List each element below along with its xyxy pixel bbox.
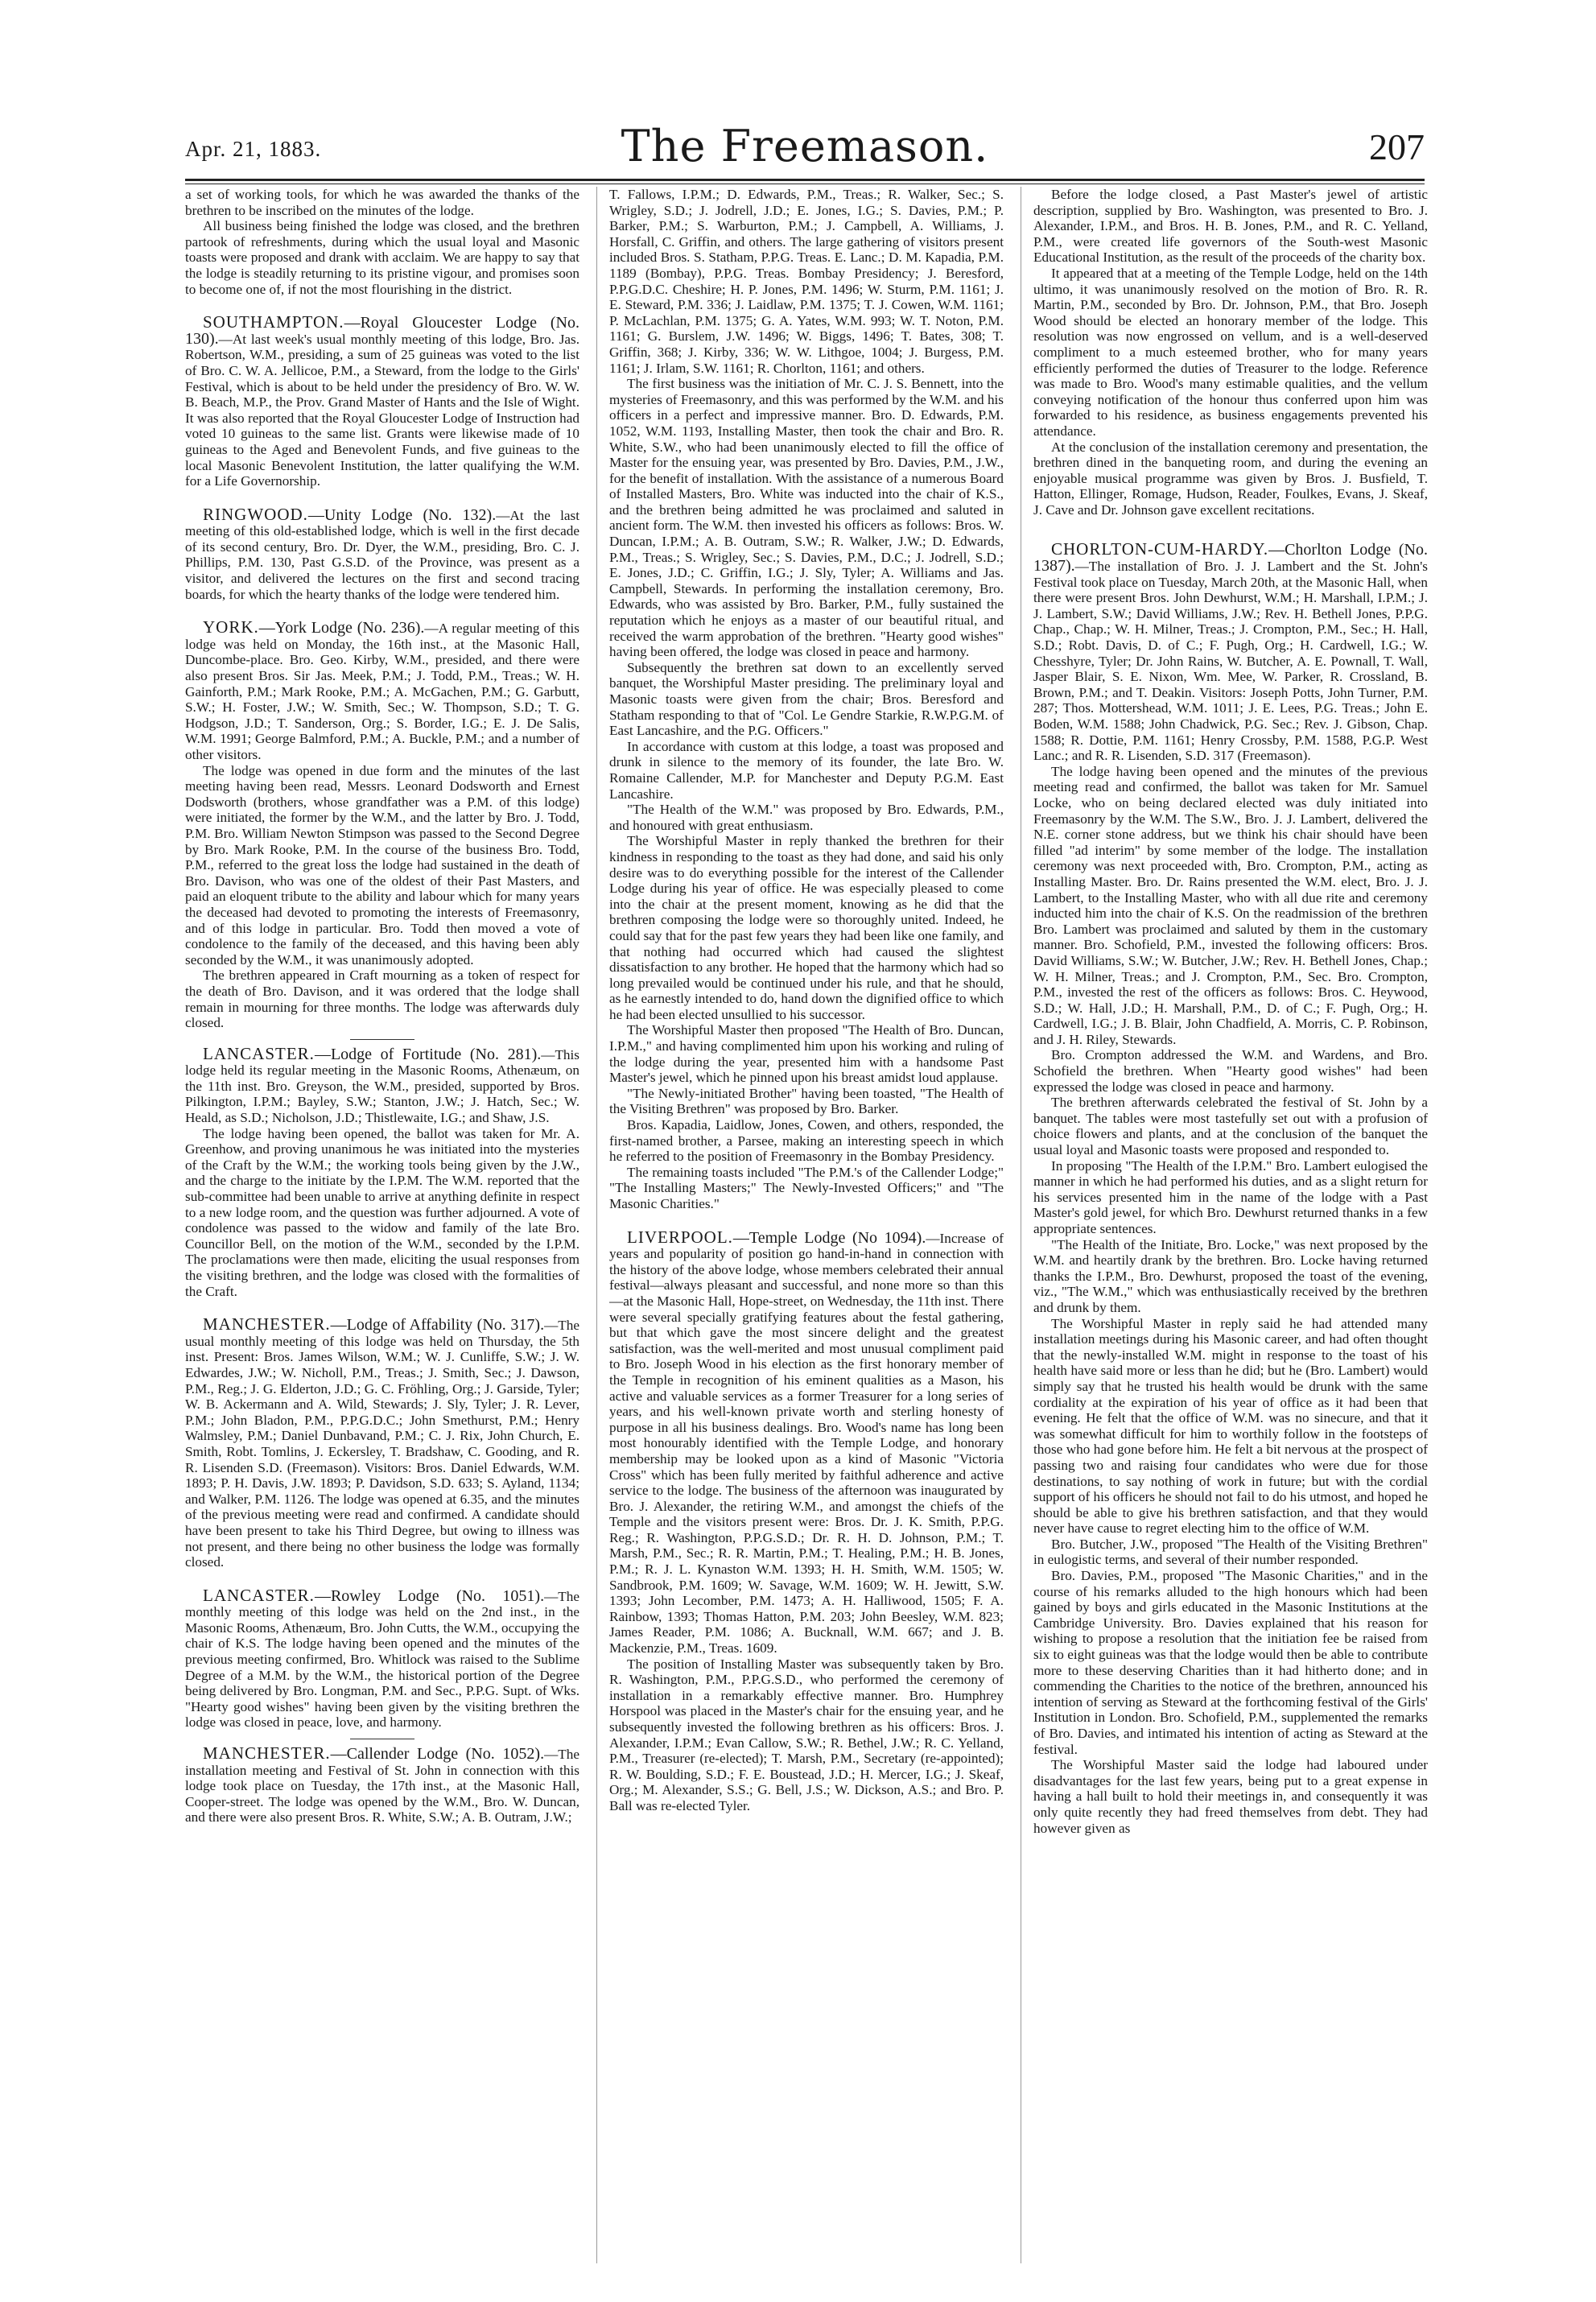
paragraph: The brethren afterwards celebrated the festival of St. John by a banquet. The tables were most tastefully set out with a profusion of choice flowers and plants, and at the conclusion of the banquet the usual loyal and Masonic toasts were proposed and responded to. <box>1033 1095 1428 1158</box>
report-heading: YORK. <box>203 617 259 637</box>
report-manchester <box>185 1314 579 1570</box>
report-lodge: —York Lodge (No. 236). <box>258 619 425 637</box>
report-text: —A regular meeting of this lodge was held on Monday, the 16th inst., at the Masonic Hall, Duncombe-place. Bro. Geo. Kirby, W.M., presided, and there were also present Bros. Sir Jas. Meek, P.M.; J. Todd, P.M., Treas.; W. H. Gainforth, P.M.; Mark Rooke, P.M.; A. McGachen, P.M.; G. Garbutt, S.W.; H. Foster, J.W.; W. Smith, Sec.; W. Thompson, S.D.; T. G. Hodgson, J.D.; T. Sanderson, Org.; S. Border, I.G.; E. J. De Salis, W.M. 1991; George Balmford, P.M.; A. Buckle, P.M.; and a number of other visitors. <box>185 621 579 762</box>
paragraph: Bro. Butcher, J.W., proposed "The Health of the Visiting Brethren" in eulogistic terms, and several of their number responded. <box>1033 1536 1428 1568</box>
report-text: —The usual monthly meeting of this lodge was held on Thursday, the 5th inst. Present: Bros. James Wilson, W.M.; W. J. Cunliffe, S.W.; J. W. Edwardes, J.W.; W. Nicholl, P.M., Treas.; J. Smith, Sec.; J. Dawson, P.M., Reg.; J. G. Elderton, J.D.; G. C. Fröhling, Org.; J. Garside, Tyler; W. B. Ackermann and A. Wild, Stewards; J. Sly, Tyler; J. R. Lever, P.M.; John Bladon, P.M., P.P.G.D.C.; John Smethurst, P.M.; Henry Walmsley, P.M.; Daniel Dunbavand, P.M.; C. J. Rix, John Church, E. Smith, Robt. Tomlins, J. Eckersley, T. Bradshaw, C. Gooding, and R. R. Lisenden S.D. (Freemason). Visitors: Bros. Daniel Edwards, W.M. 1893; P. H. Davis, J.W. 1893; P. Davidson, S.D. 633; S. Ayland, 1134; and Walker, P.M. 1126. The lodge was opened at 6.35, and the minutes of the previous meeting were read and confirmed. A candidate should have been present to take his Third Degree, but owing to illness was not present, and there being no other business the lodge was formally closed. <box>185 1318 579 1570</box>
report-southampton <box>185 312 579 489</box>
paragraph: The remaining toasts included "The P.M.'s of the Callender Lodge;" "The Installing Masters;" The Newly-Invested Officers;" and "The Masonic Charities." <box>609 1164 1004 1211</box>
report-lancaster-rowley <box>185 1585 579 1731</box>
report-text: —At last week's usual monthly meeting of this lodge, Bro. Jas. Robertson, W.M., presiding, a sum of 25 guineas was voted to the list of Bro. C. W. A. Jellicoe, P.M., a Steward, from the lodge to the Girls' Festival, which is about to be held under the presidency of Bro. W. W. B. Beach, M.P., the Prov. Grand Master of Hants and the Isle of Wight. It was also reported that the Royal Gloucester Lodge of Instruction had voted 10 guineas to the same list. Grants were likewise made of 10 guineas to the Aged and Benevolent Funds, and five guineas to the local Masonic Benevolent Institution, the latter qualifying the W.M. for a Life Governorship. <box>185 331 579 489</box>
paragraph: Subsequently the brethren sat down to an excellently served banquet, the Worshipful Master presiding. The preliminary loyal and Masonic toasts were given from the chair; Bros. Beresford and Statham responding to that of "Col. Le Gendre Starkie, R.W.P.G.M. of East Lancashire, and the P.G. Officers." <box>609 659 1004 739</box>
column-1 <box>185 187 579 2263</box>
paragraph: In accordance with custom at this lodge, a toast was proposed and drunk in silence to the memory of its founder, the late Bro. W. Romaine Callender, M.P. for Manchester and Deputy P.G.M. East Lancashire. <box>609 738 1004 802</box>
report-lodge: —Lodge of Fortitude (No. 281). <box>314 1045 542 1063</box>
report-text: —The installation of Bro. J. J. Lambert and the St. John's Festival took place on Tuesday, March 20th, at the Masonic Hall, when there were present Bros. John Dewhurst, W.M.; H. Marshall, I.P.M.; J. J. Lambert, S.W.; David Williams, J.W.; Rev. H. Bethell Jones, P.P.G. Chap., Chap.; W. H. Milner, Treas.; J. Crompton, P.M., Sec.; H. Hall, S.D.; Robt. Davis, D. of C.; F. Pugh, Org.; H. Cardwell, I.G.; W. Chesshyre, Tyler; Dr. John Rains, W. Butcher, A. E. Pownall, T. Wall, Jasper Blair, S. E. Nixon, Wm. Mee, W. Parker, R. Crossland, B. Brown, P.M.; and T. Deakin. Visitors: Joseph Potts, John Turner, P.M. 287; Thos. Mottershead, W.M. 1011; J. E. Lees, P.G. Treas.; John E. Boden, W.M. 1588; John Chadwick, P.G. Sec.; Rev. J. Gibson, Chap. 1588; R. Dottie, P.M. 1161; Henry Crossby, P.M. 1588, P.G.P. West Lanc.; and R. R. Lisenden, S.D. 317 (Freemason). <box>1033 559 1428 764</box>
section-divider <box>350 1039 414 1040</box>
header-rule <box>185 179 1425 181</box>
paragraph: "The Newly-initiated Brother" having been toasted, "The Health of the Visiting Brethren" was proposed by Bro. Barker. <box>609 1085 1004 1117</box>
paragraph: Bro. Davies, P.M., proposed "The Masonic Charities," and in the course of his remarks alluded to the high honours which had been gained by boys and girls educated in the Masonic Institutions at the Cambridge University. Bro. Davies explained that his reason for wishing to propose a resolution that the initiation fee be raised from six to eight guineas was that the lodge would then be able to contribute more to these deserving Charities than it had hitherto done; and in commending the Charities to the notice of the brethren, announced his intention of serving as Steward at the forthcoming festival of the Girls' Institution in London. Bro. Schofield, P.M., supplemented the remarks of Bro. Davies, and intimated his intention of acting as Steward at the festival. <box>1033 1568 1428 1757</box>
report-york <box>185 617 579 762</box>
report-text: —This lodge held its regular meeting in the Masonic Rooms, Athenæum, on the 11th inst. Bro. Greyson, the W.M., presided, supported by Bros. Pilkington, I.P.M.; Bayley, S.W.; Stanton, J.W.; J. Hatch, Sec.; W. Heald, as S.D.; Nicholson, J.D.; Thistlewaite, I.G.; and Shaw, J.S. <box>185 1046 579 1126</box>
report-ringwood <box>185 504 579 603</box>
paragraph: The Worshipful Master then proposed "The Health of Bro. Duncan, I.P.M.," and having complimented him upon his working and ruling of the lodge during the year, presented him with a handsome Past Master's jewel, which he pinned upon his breast amidst loud applause. <box>609 1022 1004 1086</box>
report-chorlton <box>1033 539 1428 764</box>
report-lodge: —Unity Lodge (No. 132). <box>307 505 497 524</box>
paragraph: The lodge having been opened and the minutes of the previous meeting read and confirmed, the ballot was taken for Mr. Samuel Locke, who on being declared elected was duly initiated into Freemasonry by the W.M. The S.W., Bro. J. J. Lambert, delivered the N.E. corner stone address, but we think his chair should have been filled "ad interim" by some member of the lodge. The installation ceremony was next proceeded with, Bro. Crompton, P.M., acting as Installing Master. Bro. Dr. Rains presented the W.M. elect, Bro. J. J. Lambert, to the Installing Master, who with all due rite and ceremony inducted him into the chair of K.S. On the readmission of the brethren Bro. Lambert was proclaimed and saluted by them in the customary manner. Bro. Schofield, P.M., invested the following officers: Bros. David Williams, S.W.; W. Butcher, J.W.; Rev. H. Bethell Jones, Chap.; W. H. Milner, Treas.; and J. Crompton, P.M., Sec. Bro. Crompton, P.M., invested the rest of the officers as follows: Bros. C. Heywood, S.D.; W. Hall, J.D.; H. Marshall, P.M., D. of C.; F. Pugh, Org.; H. Cardwell, I.G.; J. B. Blair, John Chadfield, A. Morris, C. P. Robinson, and J. H. Riley, Stewards. <box>1033 763 1428 1047</box>
paragraph: The Worshipful Master in reply said he had attended many installation meetings during his Masonic career, and had often thought that the newly-installed W.M. might in response to the toast of his health have said more or less than he did; but he (Bro. Lambert) would simply say that he trusted his health would be drunk with the same cordiality at the expiration of his year of office as it had been that evening. He felt that the office of W.M. was no sinecure, and that it was somewhat difficult for him to worthily follow in the footsteps of those who had gone before him. He felt a bit nervous at the prospect of passing two and raising four candidates who were due for those destinations, to say nothing of work in future; but with the cordial support of his officers he should not fail to do his utmost, and hoped he should be able to give his brethren satisfaction, and that they would never have cause to regret electing him to the office of W.M. <box>1033 1315 1428 1537</box>
report-text: —The monthly meeting of this lodge was held on the 2nd inst., in the Masonic Rooms, Athenæum, Bro. John Cutts, the W.M., occupying the chair of K.S. The lodge having been opened and the minutes of the previous meeting confirmed, Bro. Whitlock was raised to the Sublime Degree of a M.M. by the W.M., the historical portion of the Degree being delivered by Bro. Longman, P.M. and Sec., P.P.G. Supt. of Wks. "Hearty good wishes" having been given by the visiting brethren the lodge was closed in peace, love, and harmony. <box>185 1588 579 1731</box>
report-heading: CHORLTON-CUM-HARDY. <box>1051 539 1269 559</box>
report-text: —At the last meeting of this old-established lodge, which is well in the first decade of its second century, Bro. Dr. Dyer, the W.M., presiding, Bro. C. J. Phillips, P.M. 130, Past G.S.D. of the Province, was present as a visitor, and delivered the lectures on the first and second tracing boards, for which the hearty thanks of the lodge were tendered him. <box>185 507 579 602</box>
report-lodge: —Rowley Lodge (No. 1051). <box>314 1586 545 1605</box>
paragraph: The position of Installing Master was subsequently taken by Bro. R. Washington, P.M., P.P.G.S.D., who performed the ceremony of installation in a remarkably effective manner. Bro. Humphrey Horspool was placed in the Master's chair for the ensuing year, and he subsequently invested the following brethren as his officers: Bros. J. Alexander, I.P.M.; Evan Callow, S.W.; R. Bethel, J.W.; R. C. Yelland, P.M., Treasurer (re-elected); T. Marsh, P.M., Secretary (re-appointed); R. W. Boulding, S.D.; F. E. Boustead, J.D.; H. Mercer, I.G.; J. Skeaf, Org.; M. Alexander, S.S.; G. Bell, J.S.; W. Dickson, A.S.; and Bro. P. Ball was re-elected Tyler. <box>609 1656 1004 1813</box>
report-heading: RINGWOOD. <box>203 504 308 524</box>
paragraph: All business being finished the lodge was closed, and the brethren partook of refreshments, during which the usual loyal and Masonic toasts were proposed and drank with acclaim. We are happy to say that the lodge is steadily returning to its pristine vigour, and promises soon to become one of, if not the most flourishing in the district. <box>185 218 579 297</box>
report-lodge: —Chorlton Lodge (No. 1387). <box>1033 541 1428 576</box>
newspaper-title: The Freemason. <box>621 121 989 171</box>
paragraph: Bro. Crompton addressed the W.M. and Wardens, and Bro. Schofield the brethren. When "Hearty good wishes" had been expressed the lodge was closed in peace and harmony. <box>1033 1047 1428 1095</box>
report-heading: SOUTHAMPTON. <box>203 312 344 332</box>
report-heading: LANCASTER. <box>203 1043 315 1063</box>
report-liverpool <box>609 1227 1004 1656</box>
report-lodge: —Temple Lodge (No 1094). <box>732 1228 926 1247</box>
report-lodge: —Callender Lodge (No. 1052). <box>330 1745 545 1764</box>
issue-date: Apr. 21, 1883. <box>185 137 322 161</box>
column-separator <box>596 187 597 2263</box>
paragraph: At the conclusion of the installation ceremony and presentation, the brethren dined in the banqueting room, and during the evening an enjoyable musical programme was given by Bros. J. Busfield, T. Hatton, Ellinger, Romage, Hudson, Reader, Foulkes, Evans, J. Skeaf, J. Cave and Dr. Johnson gave excellent recitations. <box>1033 439 1428 518</box>
paragraph: The Worshipful Master said the lodge had laboured under disadvantages for the last few years, being put to a great expense in having a hall built to hold their meetings in, and consequently it was only quite recently they had freed themselves from debt. They had however given as <box>1033 1757 1428 1836</box>
paragraph: Bros. Kapadia, Laidlow, Jones, Cowen, and others, responded, the first-named brother, a Parsee, making an interesting speech in which he referred to the position of Freemasonry in the Bombay Presidency. <box>609 1117 1004 1165</box>
report-lodge: —Lodge of Affability (No. 317). <box>330 1316 545 1335</box>
report-lancaster <box>185 1043 579 1126</box>
paragraph: "The Health of the W.M." was proposed by Bro. Edwards, P.M., and honoured with great enthusiasm. <box>609 802 1004 833</box>
column-3 <box>1033 187 1428 2263</box>
report-text: —Increase of years and popularity of position go hand-in-hand in connection with the history of the above lodge, whose members celebrated their annual festival—always pleasant and successful, and none more so than this—at the Masonic Hall, Hope-street, on Wednesday, the 11th inst. There were several specially gratifying features about the festal gathering, but that which gave the most sincere delight and the greatest satisfaction, was the well-merited and most unusual compliment paid to Bro. Joseph Wood in his election as the first honorary member of the Temple in recognition of his eminent qualities as a Mason, his active and valuable services as a former Treasurer for a long series of years, and his well-known private worth and sterling honesty of purpose in all his business dealings. Bro. Wood's name has long been most honourably identified with the Temple Lodge, and honorary membership may be looked upon as a kind of Masonic "Victoria Cross" which has been fully merited by faithful adherence and active service to the lodge. The business of the afternoon was inaugurated by Bro. J. Alexander, the retiring W.M., and amongst the chiefs of the Temple and the visitors present were: Bros. Dr. J. K. Smith, P.P.G. Reg.; R. Washington, P.P.G.S.D.; Dr. R. H. D. Johnson, P.M.; T. Marsh, P.M., Sec.; R. R. Martin, P.M.; T. Healing, P.M.; H. B. Jones, P.M.; R. J. L. Kynaston W.M. 1393; H. H. Smith, W.M. 1505; W. Sandbrook, P.M. 1609; W. Savage, W.M. 1609; W. H. Jewitt, S.W. 1393; John Lecomber, P.M. 1473; A. H. Halliwood, 1505; F. A. Rainbow, 1393; Thomas Hatton, P.M. 203; John Beesley, W.M. 823; James Reader, P.M. 1086; A. Bucknall, W.M. 667; and J. B. Mackenzie, P.M., Treas. 1609. <box>609 1230 1004 1656</box>
paragraph: The first business was the initiation of Mr. C. J. S. Bennett, into the mysteries of Freemasonry, and this was performed by the W.M. and his officers in a perfect and impressive manner. Bro. D. Edwards, P.M. 1052, W.M. 1193, Installing Master, then took the chair and Bro. R. White, S.W., who had been unanimously elected to fill the office of Master for the ensuing year, was presented by Bro. Davies, P.M., J.W., for the benefit of installation. With the assistance of a numerous Board of Installed Masters, Bro. White was inducted into the chair of K.S., and the brethren being admitted he was proclaimed and saluted in ancient form. The W.M. then invested his officers as follows: Bros. W. Duncan, I.P.M.; A. B. Outram, S.W.; R. Walker, J.W.; D. Edwards, P.M., Treas.; S. Wrigley, Sec.; S. Davies, P.M., D.C.; J. Jodrell, S.D.; E. Jones, J.D.; C. Griffin, I.G.; J. Sly, Tyler; A. Williams and Jas. Campbell, Stewards. In performing the installation ceremony, Bro. Edwards, who was assisted by Bro. Barker, P.M., fully sustained the reputation which he enjoys as a master of our beautiful ritual, and received the warm approbation of the brethren. "Hearty good wishes" having been offered, the lodge was closed in peace and harmony. <box>609 376 1004 660</box>
report-heading: MANCHESTER. <box>203 1314 331 1335</box>
paragraph: a set of working tools, for which he was awarded the thanks of the brethren to be inscribed on the minutes of the lodge. <box>185 187 579 218</box>
paragraph: T. Fallows, I.P.M.; D. Edwards, P.M., Treas.; R. Walker, Sec.; S. Wrigley, S.D.; J. Jodrell, J.D.; E. Jones, I.G.; S. Davies, P.M.; P. Barker, P.M.; S. Warburton, P.M.; J. Campbell, A. Williams, J. Horsfall, C. Griffin, and others. The large gathering of visitors present included Bros. S. Statham, P.P.G. Treas. E. Lanc.; D. M. Kapadia, P.M. 1189 (Bombay), P.P.G. Treas. Bombay Presidency; J. Beresford, P.P.G.D.C. Cheshire; H. P. Jones, P.M. 1496; W. Sturm, P.M. 1161; J. E. Steward, P.M. 336; J. Laidlaw, P.M. 1375; T. J. Cowen, W.M. 1161; P. McLachlan, P.M. 1375; G. A. Yates, W.M. 993; W. T. Noton, P.M. 1161; G. Burslem, J.W. 1496; W. Biggs, 1496; T. Bates, 308; T. Griffin, 368; J. Kirby, 336; W. W. Lithgoe, 1004; J. Burgess, P.M. 1161; J. Irlam, S.W. 1161; R. Chorlton, 1161; and others. <box>609 187 1004 376</box>
column-2 <box>609 187 1004 2263</box>
report-text: —The installation meeting and Festival of St. John in connection with this lodge took place on Tuesday, the 17th inst., at the Masonic Hall, Cooper-street. The lodge was opened by the W.M., Bro. W. Duncan, and there were also present Bros. R. White, S.W.; A. B. Outram, J.W.; <box>185 1747 579 1826</box>
report-heading: LIVERPOOL. <box>627 1227 733 1247</box>
report-manchester-callender <box>185 1743 579 1826</box>
paragraph: Before the lodge closed, a Past Master's jewel of artistic description, supplied by Bro. Washington, was presented to Bro. J. Alexander, I.P.M., and Bros. H. B. Jones, P.M., and R. C. Yelland, P.M., were created life governors of the South-west Masonic Educational Institution, as the result of the proceeds of the charity box. <box>1033 187 1428 266</box>
page-number: 207 <box>1369 126 1425 167</box>
paragraph: The lodge having been opened, the ballot was taken for Mr. A. Greenhow, and proving unanimous he was initiated into the mysteries of the Craft by the W.M.; the working tools being given by the J.W., and the charge to the initiate by the I.P.M. The W.M. reported that the sub-committee had been unable to arrive at anything definite in respect to a new lodge room, and the question was further adjourned. A vote of condolence was passed to the widow and family of the late Bro. Councillor Bell, on the motion of the W.M., seconded by the I.P.M. The proclamations were then made, eliciting the usual responses from the visiting brethren, and the lodge was closed with the formalities of the Craft. <box>185 1125 579 1299</box>
report-lodge: —Royal Gloucester Lodge (No. 130). <box>185 314 579 348</box>
report-heading: LANCASTER. <box>203 1585 315 1605</box>
paragraph: "The Health of the Initiate, Bro. Locke," was next proposed by the W.M. and heartily drank by the brethren. Bro. Locke having returned thanks the I.P.M., Bro. Dewhurst, proposed the toast of the evening, viz., "The W.M.," which was enthusiastically received by the brethren and drunk by them. <box>1033 1236 1428 1315</box>
paragraph: It appeared that at a meeting of the Temple Lodge, held on the 14th ultimo, it was unanimously resolved on the motion of Bro. R. R. Martin, P.M., seconded by Bro. Dr. Johnson, P.M., that Bro. Joseph Wood should be elected an honorary member of the lodge. This resolution was now engrossed on vellum, and is a well-deserved compliment to a much esteemed brother, who for many years efficiently performed the duties of Treasurer to the lodge. Reference was made to Bro. Wood's many estimable qualities, and the vellum conveying notification of the honour thus conferred upon him was forwarded to his residence, as business engagements prevented his attendance. <box>1033 265 1428 439</box>
paragraph: The brethren appeared in Craft mourning as a token of respect for the death of Bro. Davison, and it was ordered that the lodge shall remain in mourning for three months. The lodge was afterwards duly closed. <box>185 967 579 1031</box>
masthead <box>185 121 1425 169</box>
paragraph: The Worshipful Master in reply thanked the brethren for their kindness in responding to the toast as they had done, and said his only desire was to do everything possible for the interest of the Callender Lodge during his year of office. He was especially pleased to come into the chair at the present moment, knowing as he did that the brethren composing the lodge were so thoroughly united. Indeed, he could say that for the past few years they had been like one family, and that nothing had occurred which had caused the slightest dissatisfaction to any brother. He hoped that the harmony which had so long prevailed would be continued under his rule, and that he should, as he earnestly intended to do, hand down the dignified office to which he had been elected unsullied to his successor. <box>609 833 1004 1022</box>
paragraph: In proposing "The Health of the I.P.M." Bro. Lambert eulogised the manner in which he had performed his duties, and as a slight return for his services presented him in the name of the lodge with a Past Master's gold jewel, for which Bro. Dewhurst returned thanks in a few appropriate sentences. <box>1033 1157 1428 1236</box>
report-heading: MANCHESTER. <box>203 1743 331 1764</box>
paragraph: The lodge was opened in due form and the minutes of the last meeting having been read, Messrs. Leonard Dodsworth and Ernest Dodsworth (brothers, whose grandfather was a P.M. of this lodge) were initiated, the former by the W.M., and the latter by Bro. J. Todd, P.M. Bro. William Newton Stimpson was passed to the Second Degree by Bro. Mark Rooke, P.M. In the course of the business Bro. Todd, P.M., referred to the great loss the lodge had sustained in the death of Bro. Davison, who was one of the oldest of their Past Masters, and paid an eloquent tribute to the ability and labour which for many years the deceased had devoted to promoting the interests of Freemasonry, and of this lodge in particular. Bro. Todd then moved a vote of condolence to the family of the deceased, and this having been ably seconded by the W.M., it was unanimously adopted. <box>185 762 579 967</box>
